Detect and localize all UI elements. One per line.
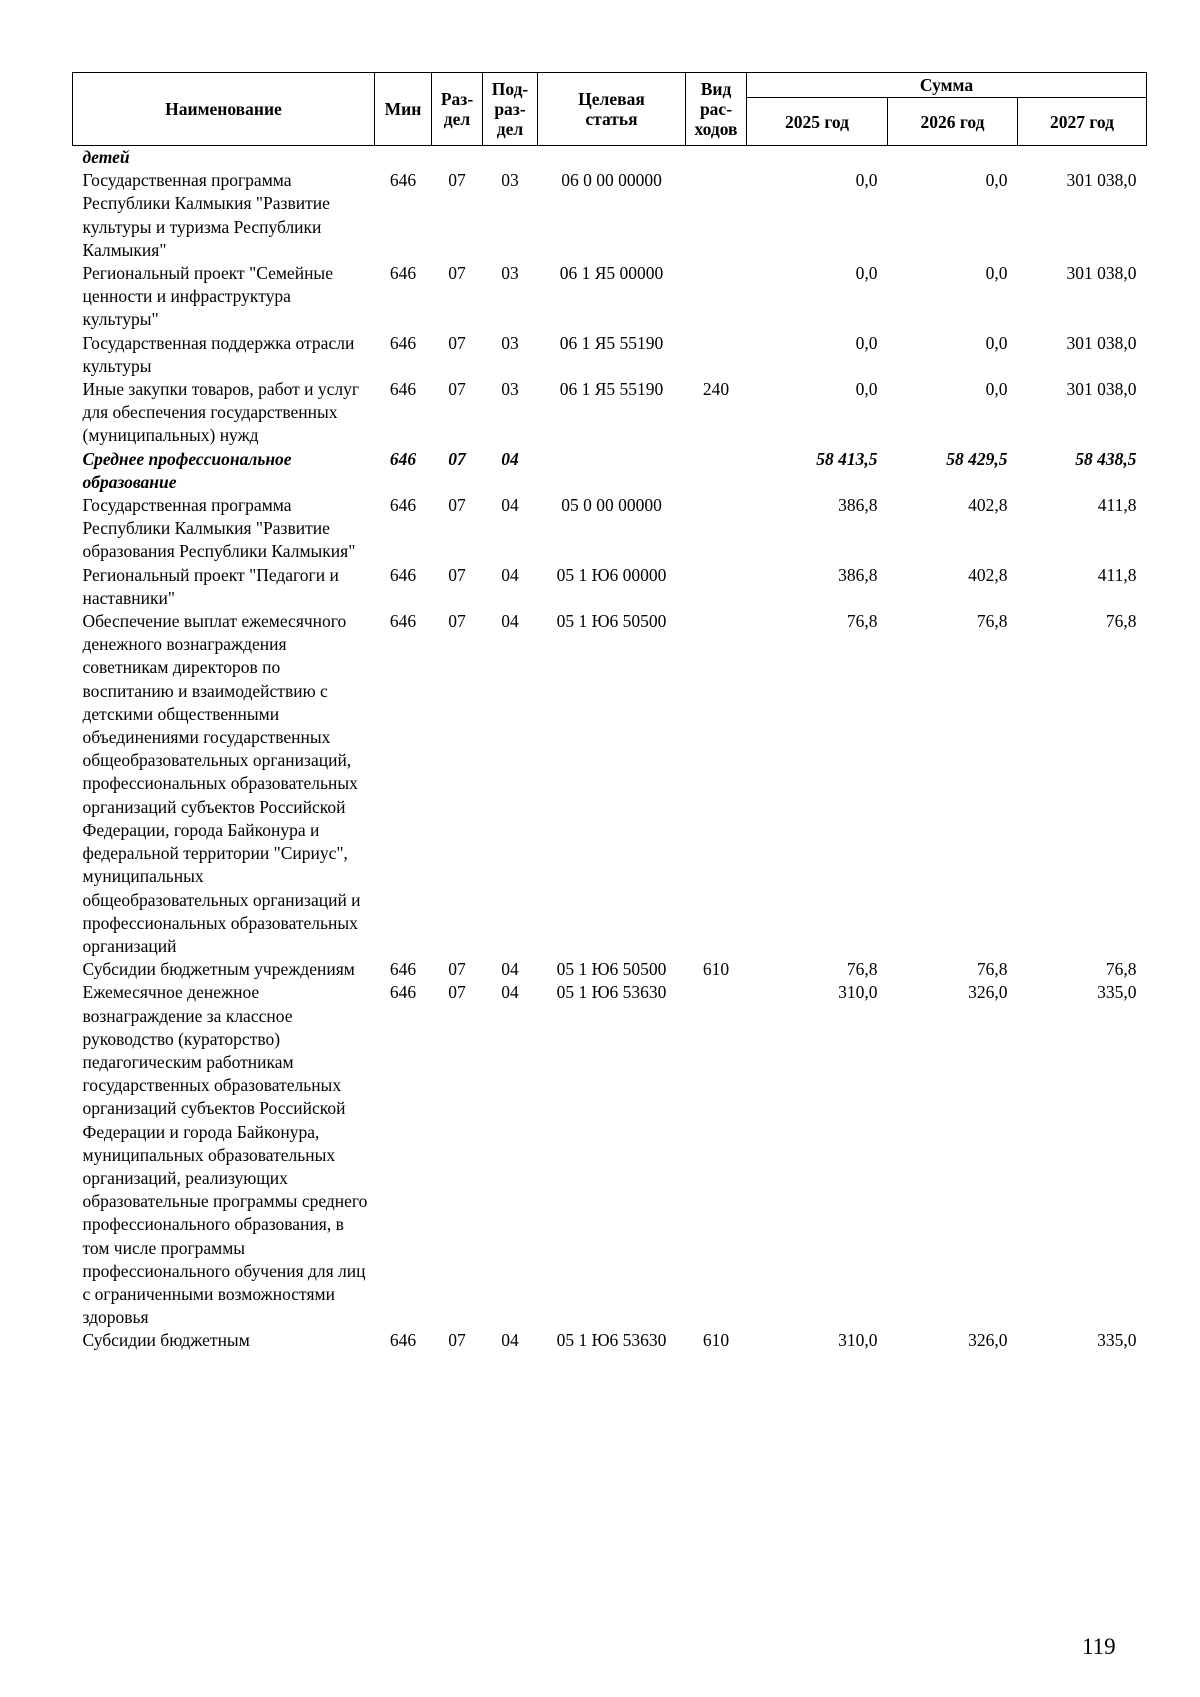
header-razdel: Раз- дел bbox=[432, 73, 483, 146]
cell-podrazdel: 04 bbox=[501, 611, 519, 632]
header-name: Наименование bbox=[73, 73, 375, 146]
cell-2027: 301 038,0 bbox=[1066, 170, 1137, 191]
budget-table bbox=[72, 72, 1147, 1353]
cell-vid bbox=[686, 146, 747, 170]
cell-2027: 335,0 bbox=[1097, 1330, 1137, 1351]
cell-2025: 386,8 bbox=[838, 495, 878, 516]
cell-vid bbox=[686, 332, 747, 378]
table-row bbox=[73, 1329, 1147, 1352]
cell-name: Государственная поддержка отрасли культуры bbox=[82, 332, 355, 376]
cell-razdel: 07 bbox=[448, 1330, 466, 1351]
cell-razdel bbox=[432, 146, 483, 170]
cell-2027: 58 438,5 bbox=[1075, 448, 1137, 469]
cell-name: Субсидии бюджетным учреждениям bbox=[82, 959, 355, 980]
cell-min: 646 bbox=[389, 564, 417, 585]
cell-2026: 58 429,5 bbox=[946, 448, 1008, 469]
cell-target bbox=[538, 448, 686, 494]
cell-2025: 76,8 bbox=[846, 959, 878, 980]
cell-name: Региональный проект "Семейные ценности и инфраструктура культуры" bbox=[82, 263, 333, 330]
cell-min bbox=[375, 146, 432, 170]
cell-vid bbox=[686, 564, 747, 610]
cell-2027: 76,8 bbox=[1105, 611, 1137, 632]
cell-2026: 326,0 bbox=[968, 1330, 1008, 1351]
cell-razdel: 07 bbox=[448, 564, 466, 585]
cell-vid: 240 bbox=[702, 379, 730, 400]
header-min: Мин bbox=[375, 73, 432, 146]
cell-podrazdel: 04 bbox=[501, 495, 519, 516]
cell-podrazdel: 04 bbox=[501, 982, 519, 1003]
cell-target: 05 1 Ю6 53630 bbox=[556, 982, 667, 1003]
cell-2026: 0,0 bbox=[985, 379, 1008, 400]
cell-2027: 301 038,0 bbox=[1066, 332, 1137, 353]
cell-2026 bbox=[888, 146, 1018, 170]
cell-razdel: 07 bbox=[448, 611, 466, 632]
cell-2027: 335,0 bbox=[1097, 982, 1137, 1003]
cell-name: Обеспечение выплат ежемесячного денежного вознаграждения советникам директоров по воспитанию и взаимодействию с детскими общественными объединениями государственных общеобразовательных организаций, профессиональных образовательных организаций субъектов Российской Федерации, города Байконура и федеральной территории "Сириус", муниципальных общеобразовательных организаций и профессиональных образовательных организаций bbox=[82, 611, 361, 956]
cell-razdel: 07 bbox=[448, 982, 466, 1003]
cell-2026: 0,0 bbox=[985, 332, 1008, 353]
cell-2027: 301 038,0 bbox=[1066, 263, 1137, 284]
section-row bbox=[73, 146, 1147, 170]
cell-min: 646 bbox=[389, 959, 417, 980]
budget-document bbox=[72, 72, 1146, 1353]
cell-target: 05 0 00 00000 bbox=[561, 495, 662, 516]
table-row bbox=[73, 169, 1147, 262]
header-vid: Вид рас- ходов bbox=[686, 73, 747, 146]
cell-2027: 411,8 bbox=[1097, 564, 1137, 585]
table-body bbox=[73, 146, 1147, 1353]
cell-razdel: 07 bbox=[448, 379, 466, 400]
cell-vid bbox=[686, 494, 747, 564]
table-row bbox=[73, 958, 1147, 981]
cell-razdel: 07 bbox=[448, 263, 466, 284]
section-row bbox=[73, 448, 1147, 494]
cell-name: Иные закупки товаров, работ и услуг для обеспечения государственных (муниципальных) нужд bbox=[82, 379, 360, 446]
cell-2026: 0,0 bbox=[985, 263, 1008, 284]
cell-name: Субсидии бюджетным bbox=[82, 1330, 250, 1351]
cell-name: Государственная программа Республики Калмыкия "Развитие культуры и туризма Республики Калмыкия" bbox=[82, 170, 330, 260]
table-row bbox=[73, 981, 1147, 1329]
header-2027: 2027 год bbox=[1018, 98, 1147, 146]
header-2025: 2025 год bbox=[747, 98, 888, 146]
header-2026: 2026 год bbox=[888, 98, 1018, 146]
cell-min: 646 bbox=[389, 611, 417, 632]
cell-podrazdel: 03 bbox=[501, 379, 519, 400]
cell-target: 06 1 Я5 00000 bbox=[559, 263, 664, 284]
cell-2027 bbox=[1018, 146, 1147, 170]
cell-razdel: 07 bbox=[448, 495, 466, 516]
cell-min: 646 bbox=[389, 982, 417, 1003]
cell-target: 05 1 Ю6 50500 bbox=[556, 611, 667, 632]
header-summa: Сумма bbox=[747, 73, 1147, 98]
cell-podrazdel: 03 bbox=[501, 170, 519, 191]
cell-target: 05 1 Ю6 50500 bbox=[556, 959, 667, 980]
table-row bbox=[73, 610, 1147, 958]
cell-2026: 402,8 bbox=[968, 564, 1008, 585]
cell-2027: 411,8 bbox=[1097, 495, 1137, 516]
cell-vid bbox=[686, 981, 747, 1329]
cell-2025: 0,0 bbox=[855, 170, 878, 191]
cell-2025: 76,8 bbox=[846, 611, 878, 632]
cell-vid bbox=[686, 610, 747, 958]
cell-2025: 310,0 bbox=[838, 1330, 878, 1351]
cell-min: 646 bbox=[389, 1330, 417, 1351]
cell-podrazdel: 03 bbox=[501, 263, 519, 284]
cell-min: 646 bbox=[389, 170, 417, 191]
table-row bbox=[73, 494, 1147, 564]
cell-min: 646 bbox=[389, 263, 417, 284]
cell-name: Ежемесячное денежное вознаграждение за классное руководство (кураторство) педагогическим работникам государственных образовательных организаций субъектов Российской Федерации и города Байконура, муниципальных образовательных организаций, реализующих образовательные программы среднего профессионального образования, в том числе программы профессионального обучения для лиц с ограниченными возможностями здоровья bbox=[82, 982, 368, 1328]
cell-target: 05 1 Ю6 53630 bbox=[556, 1330, 667, 1351]
cell-vid bbox=[686, 262, 747, 332]
cell-target bbox=[538, 146, 686, 170]
header-target: Целевая статья bbox=[538, 73, 686, 146]
cell-2025: 0,0 bbox=[855, 379, 878, 400]
cell-min: 646 bbox=[389, 448, 417, 469]
cell-target: 06 0 00 00000 bbox=[561, 170, 662, 191]
cell-min: 646 bbox=[389, 495, 417, 516]
cell-2025: 386,8 bbox=[838, 564, 878, 585]
cell-name: Государственная программа Республики Калмыкия "Развитие образования Республики Калмыкия" bbox=[82, 495, 356, 562]
cell-2026: 76,8 bbox=[976, 959, 1008, 980]
table-row bbox=[73, 378, 1147, 448]
table-header bbox=[73, 73, 1147, 146]
cell-target: 06 1 Я5 55190 bbox=[559, 332, 664, 353]
cell-podrazdel: 04 bbox=[501, 564, 519, 585]
cell-min: 646 bbox=[389, 332, 417, 353]
cell-podrazdel: 04 bbox=[501, 1330, 519, 1351]
cell-target: 05 1 Ю6 00000 bbox=[556, 564, 667, 585]
cell-name: детей bbox=[82, 147, 130, 167]
table-row bbox=[73, 564, 1147, 610]
cell-razdel: 07 bbox=[448, 959, 466, 980]
cell-podrazdel: 04 bbox=[501, 448, 519, 469]
page-number: 119 bbox=[1082, 1634, 1116, 1659]
cell-2026: 402,8 bbox=[968, 495, 1008, 516]
cell-2025: 58 413,5 bbox=[816, 448, 878, 469]
cell-razdel: 07 bbox=[448, 332, 466, 353]
cell-2026: 326,0 bbox=[968, 982, 1008, 1003]
cell-vid bbox=[686, 448, 747, 494]
cell-2025: 0,0 bbox=[855, 263, 878, 284]
cell-podrazdel bbox=[483, 146, 538, 170]
cell-podrazdel: 03 bbox=[501, 332, 519, 353]
table-row bbox=[73, 332, 1147, 378]
cell-2025: 310,0 bbox=[838, 982, 878, 1003]
cell-name: Региональный проект "Педагоги и наставники" bbox=[82, 564, 339, 608]
cell-podrazdel: 04 bbox=[501, 959, 519, 980]
cell-2027: 301 038,0 bbox=[1066, 379, 1137, 400]
header-podrazdel: Под- раз- дел bbox=[483, 73, 538, 146]
table-row bbox=[73, 262, 1147, 332]
cell-2026: 0,0 bbox=[985, 170, 1008, 191]
cell-target: 06 1 Я5 55190 bbox=[559, 379, 664, 400]
cell-2025: 0,0 bbox=[855, 332, 878, 353]
cell-2025 bbox=[747, 146, 888, 170]
cell-2026: 76,8 bbox=[976, 611, 1008, 632]
cell-vid: 610 bbox=[702, 1330, 730, 1351]
cell-vid: 610 bbox=[702, 959, 730, 980]
cell-name: Среднее профессиональное образование bbox=[82, 448, 292, 492]
cell-razdel: 07 bbox=[448, 170, 466, 191]
cell-vid bbox=[686, 169, 747, 262]
cell-2027: 76,8 bbox=[1105, 959, 1137, 980]
cell-razdel: 07 bbox=[448, 448, 466, 469]
cell-min: 646 bbox=[389, 379, 417, 400]
